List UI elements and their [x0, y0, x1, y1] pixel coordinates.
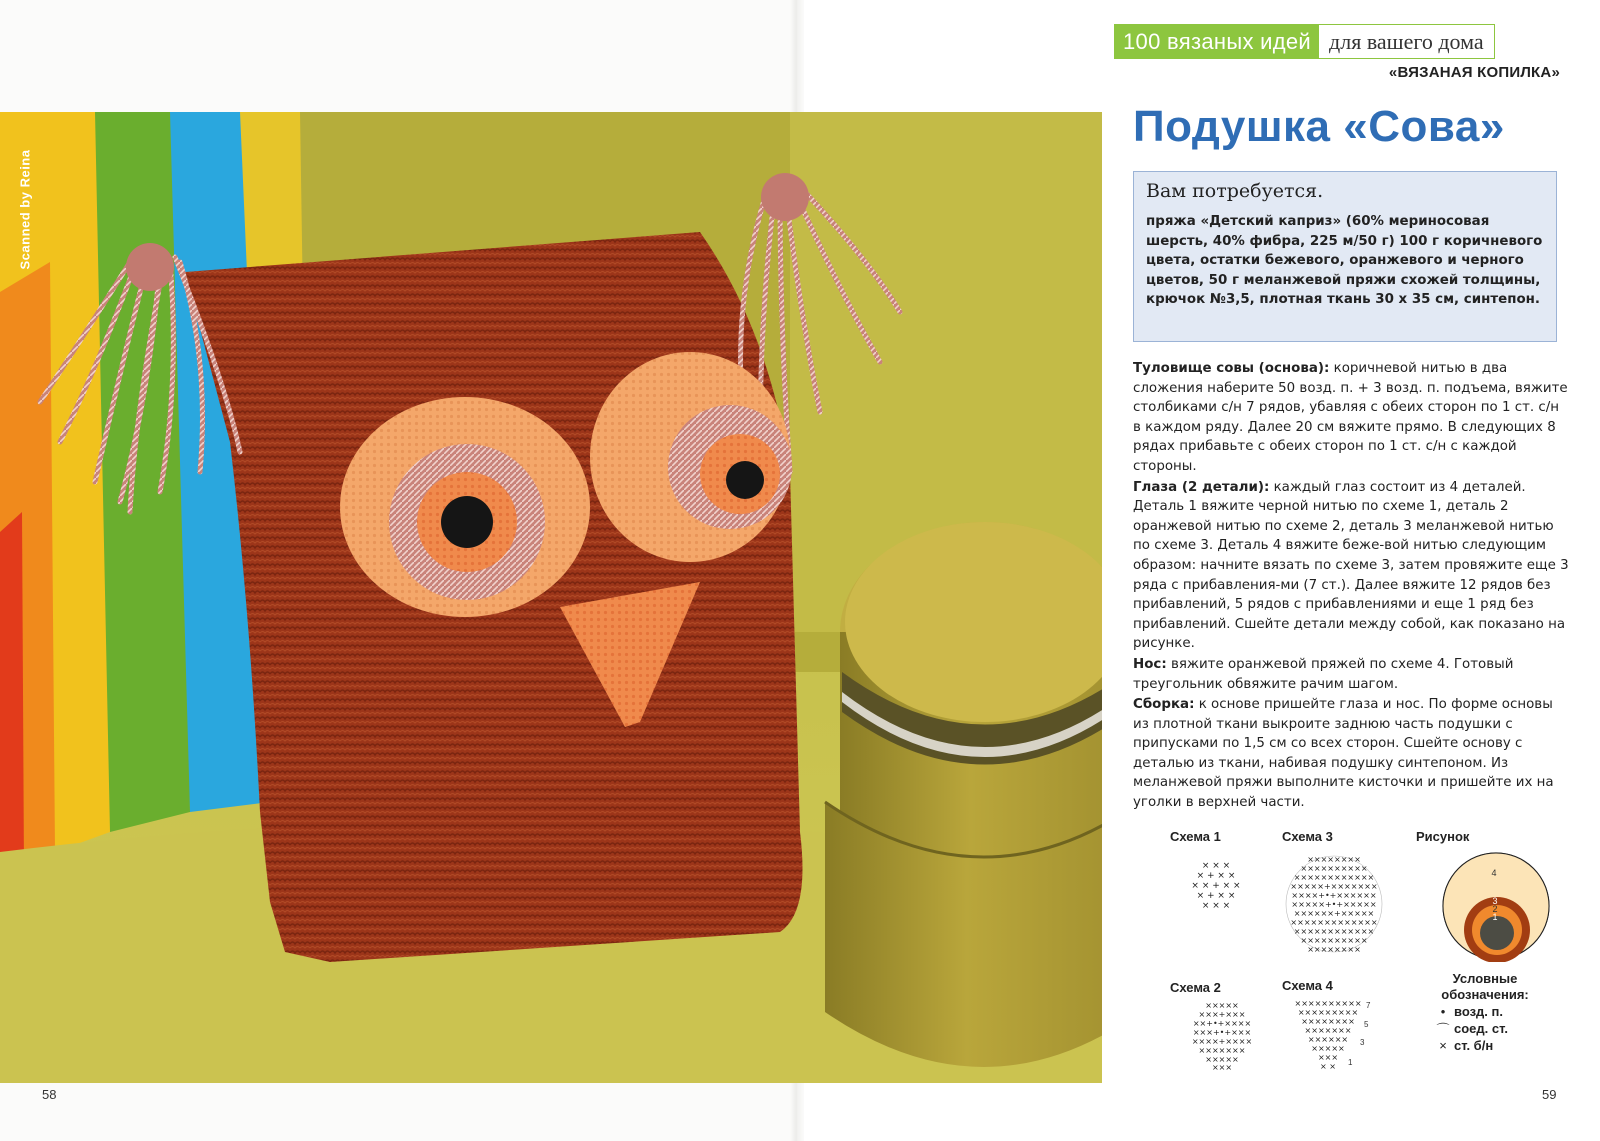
drawing-label-3: 3: [1492, 896, 1498, 906]
svg-text:××××××××××××: ××××××××××××: [1293, 927, 1375, 936]
svg-text:× × + × ×: × × + × ×: [1191, 881, 1241, 891]
svg-text:×××××: ×××××: [1205, 1055, 1239, 1064]
svg-text:××××××: ××××××: [1307, 1035, 1349, 1044]
scheme-1-label: Схема 1: [1170, 829, 1221, 844]
legend-item: [1432, 1003, 1550, 1020]
svg-text:××+•+××××: ××+•+××××: [1192, 1019, 1252, 1028]
svg-text:× × ×: × × ×: [1201, 861, 1231, 871]
article-title: Подушка «Сова»: [1133, 102, 1505, 151]
scheme-4-row-3: 3: [1360, 1038, 1365, 1047]
lead-body: Туловище совы (основа):: [1133, 361, 1330, 376]
legend: [1420, 971, 1550, 1054]
svg-text:×××: ×××: [1317, 1053, 1339, 1062]
legend-cross-symbol: ×: [1439, 1038, 1447, 1053]
scheme-1-diagram: [1190, 858, 1242, 914]
legend-item: [1432, 1037, 1550, 1054]
scheme-4-row-1: 1: [1348, 1058, 1353, 1067]
materials-heading: Вам потребуется.: [1146, 180, 1324, 202]
svg-text:××××+•+××××××: ××××+•+××××××: [1291, 891, 1377, 900]
legend-label: ст. б/н: [1454, 1038, 1494, 1053]
svg-text:×××××××××: ×××××××××: [1297, 1008, 1359, 1017]
lead-nose: Нос:: [1133, 656, 1167, 672]
text-nose: вяжите оранжевой пряжей по схеме 4. Готовый треугольник обвяжите рачим шагом.: [1133, 656, 1514, 692]
materials-box: [1133, 171, 1557, 342]
legend-label: соед. ст.: [1454, 1021, 1508, 1036]
text-eyes: каждый глаз состоит из 4 деталей. Деталь 1 вяжите черной нитью по схеме 1, деталь 2 оранжевой нитью по схеме 2, деталь 3 меланжевой нитью по схеме 3. Деталь 4 вяжите беже-вой нитью следующим образом: начните вязать по схеме 3, затем провяжите еще 3 ряда с прибавления-ми (7 ст.). Далее вяжите 12 рядов без прибавлений, 5 рядов с прибавлениями и еще 1 ряд без прибавлений. Сшейте детали между собой, как показано на рисунке.: [1133, 479, 1569, 652]
svg-text:×××+•+×××: ×××+•+×××: [1192, 1028, 1252, 1037]
scheme-2-diagram: [1186, 1000, 1258, 1072]
scan-credit: [12, 128, 32, 298]
svg-text:××××××××××××: ××××××××××××: [1293, 873, 1375, 882]
series-title-green: 100 вязаных идей: [1115, 25, 1319, 58]
page-number-right: 59: [1542, 1087, 1557, 1102]
section-name: «ВЯЗАНАЯ КОПИЛКА»: [1388, 64, 1560, 81]
svg-text:××××××+×××××: ××××××+×××××: [1293, 909, 1375, 918]
svg-text:×××: ×××: [1211, 1063, 1233, 1072]
legend-dot-symbol: •: [1440, 1004, 1446, 1019]
svg-text:××××××××: ××××××××: [1301, 1017, 1355, 1026]
drawing-label-4: 4: [1491, 868, 1497, 878]
scheme-3-label: Схема 3: [1282, 829, 1333, 844]
svg-text:× + × ×: × + × ×: [1196, 871, 1236, 881]
instructions: [1133, 359, 1569, 814]
paragraph-body: [1133, 359, 1569, 477]
svg-text:××××××××: ××××××××: [1307, 855, 1361, 864]
text-assembly: к основе пришейте глаза и нос. По форме основы из плотной ткани выкроите заднюю часть подушки с припусками по 1,5 см со всех сторон. Сшейте основу с деталью из ткани, набивая подушку синтепоном. Из меланжевой пряжи выполните кисточки и пришейте их на уголки в верхней части.: [1133, 697, 1554, 811]
svg-text:× ×: × ×: [1320, 1062, 1336, 1071]
drawing-label-1: 1: [1492, 912, 1498, 922]
scheme-4-label: Схема 4: [1282, 978, 1333, 993]
lead-eyes: Глаза (2 детали):: [1133, 479, 1270, 495]
svg-text:××××+××××: ××××+××××: [1191, 1037, 1253, 1046]
svg-text:×××××××: ×××××××: [1198, 1046, 1246, 1055]
scheme-4-row-5: 5: [1364, 1020, 1369, 1029]
series-header: [1114, 24, 1495, 59]
scan-credit-text: Scanned by Reina: [17, 149, 33, 270]
svg-text:×××××××: ×××××××: [1304, 1026, 1352, 1035]
svg-text:××××××××××: ××××××××××: [1300, 864, 1368, 873]
paragraph-eyes: [1133, 478, 1569, 654]
scheme-4-row-7: 7: [1366, 1001, 1371, 1010]
svg-text:×××××+×××××××: ×××××+×××××××: [1290, 882, 1378, 891]
paragraph-assembly: [1133, 695, 1569, 813]
svg-text:××××××××××: ××××××××××: [1294, 999, 1362, 1008]
lead-assembly: Сборка:: [1133, 697, 1195, 713]
paragraph-nose: [1133, 655, 1569, 694]
scheme-4-diagram: [1290, 998, 1376, 1072]
drawing-label-2: 2: [1492, 904, 1498, 914]
svg-text:××××××××××: ××××××××××: [1300, 936, 1368, 945]
legend-item: [1432, 1020, 1550, 1037]
text-body: коричневой нитью в два сложения наберите 50 возд. п. + 3 возд. п. подъема, вяжите столбиками с/н 7 рядов, убавляя с обеих сторон по 1 ст. с/н в каждом ряду. Далее 20 см вяжите прямо. В следующих 8 рядах прибавьте с обеих сторон по 1 ст. с/н с каждой стороны.: [1133, 361, 1568, 474]
svg-text:×××××××××××××: ×××××××××××××: [1290, 918, 1378, 927]
drawing-eye-diagram: [1440, 850, 1552, 962]
svg-text:×××××+•+×××××: ×××××+•+×××××: [1291, 900, 1377, 909]
scheme-3-diagram: [1282, 852, 1386, 956]
svg-text:×××××: ×××××: [1311, 1044, 1345, 1053]
svg-text:× + × ×: × + × ×: [1196, 891, 1236, 901]
svg-text:×××××: ×××××: [1205, 1001, 1239, 1010]
legend-label: возд. п.: [1454, 1004, 1503, 1019]
scheme-2-label: Схема 2: [1170, 980, 1221, 995]
svg-text:××××××××: ××××××××: [1307, 945, 1361, 954]
legend-title: Условные обозначения:: [1441, 971, 1529, 1002]
drawing-label: Рисунок: [1416, 829, 1470, 844]
svg-text:×××+×××: ×××+×××: [1198, 1010, 1246, 1019]
svg-text:× × ×: × × ×: [1201, 901, 1231, 911]
materials-text: пряжа «Детский каприз» (60% мериносовая шерсть, 40% фибра, 225 м/50 г) 100 г коричневого цвета, остатки бежевого, оранжевого и черного цветов, 50 г меланжевой пряжи схожей толщины, крючок №3,5, плотная ткань 30 х 35 см, синтепон.: [1146, 214, 1543, 307]
legend-arc-symbol: ⌒: [1436, 1022, 1450, 1037]
owl-pillow-photo: [0, 112, 1102, 1083]
series-title-white: для вашего дома: [1319, 25, 1494, 58]
page-number-left: 58: [42, 1087, 57, 1102]
